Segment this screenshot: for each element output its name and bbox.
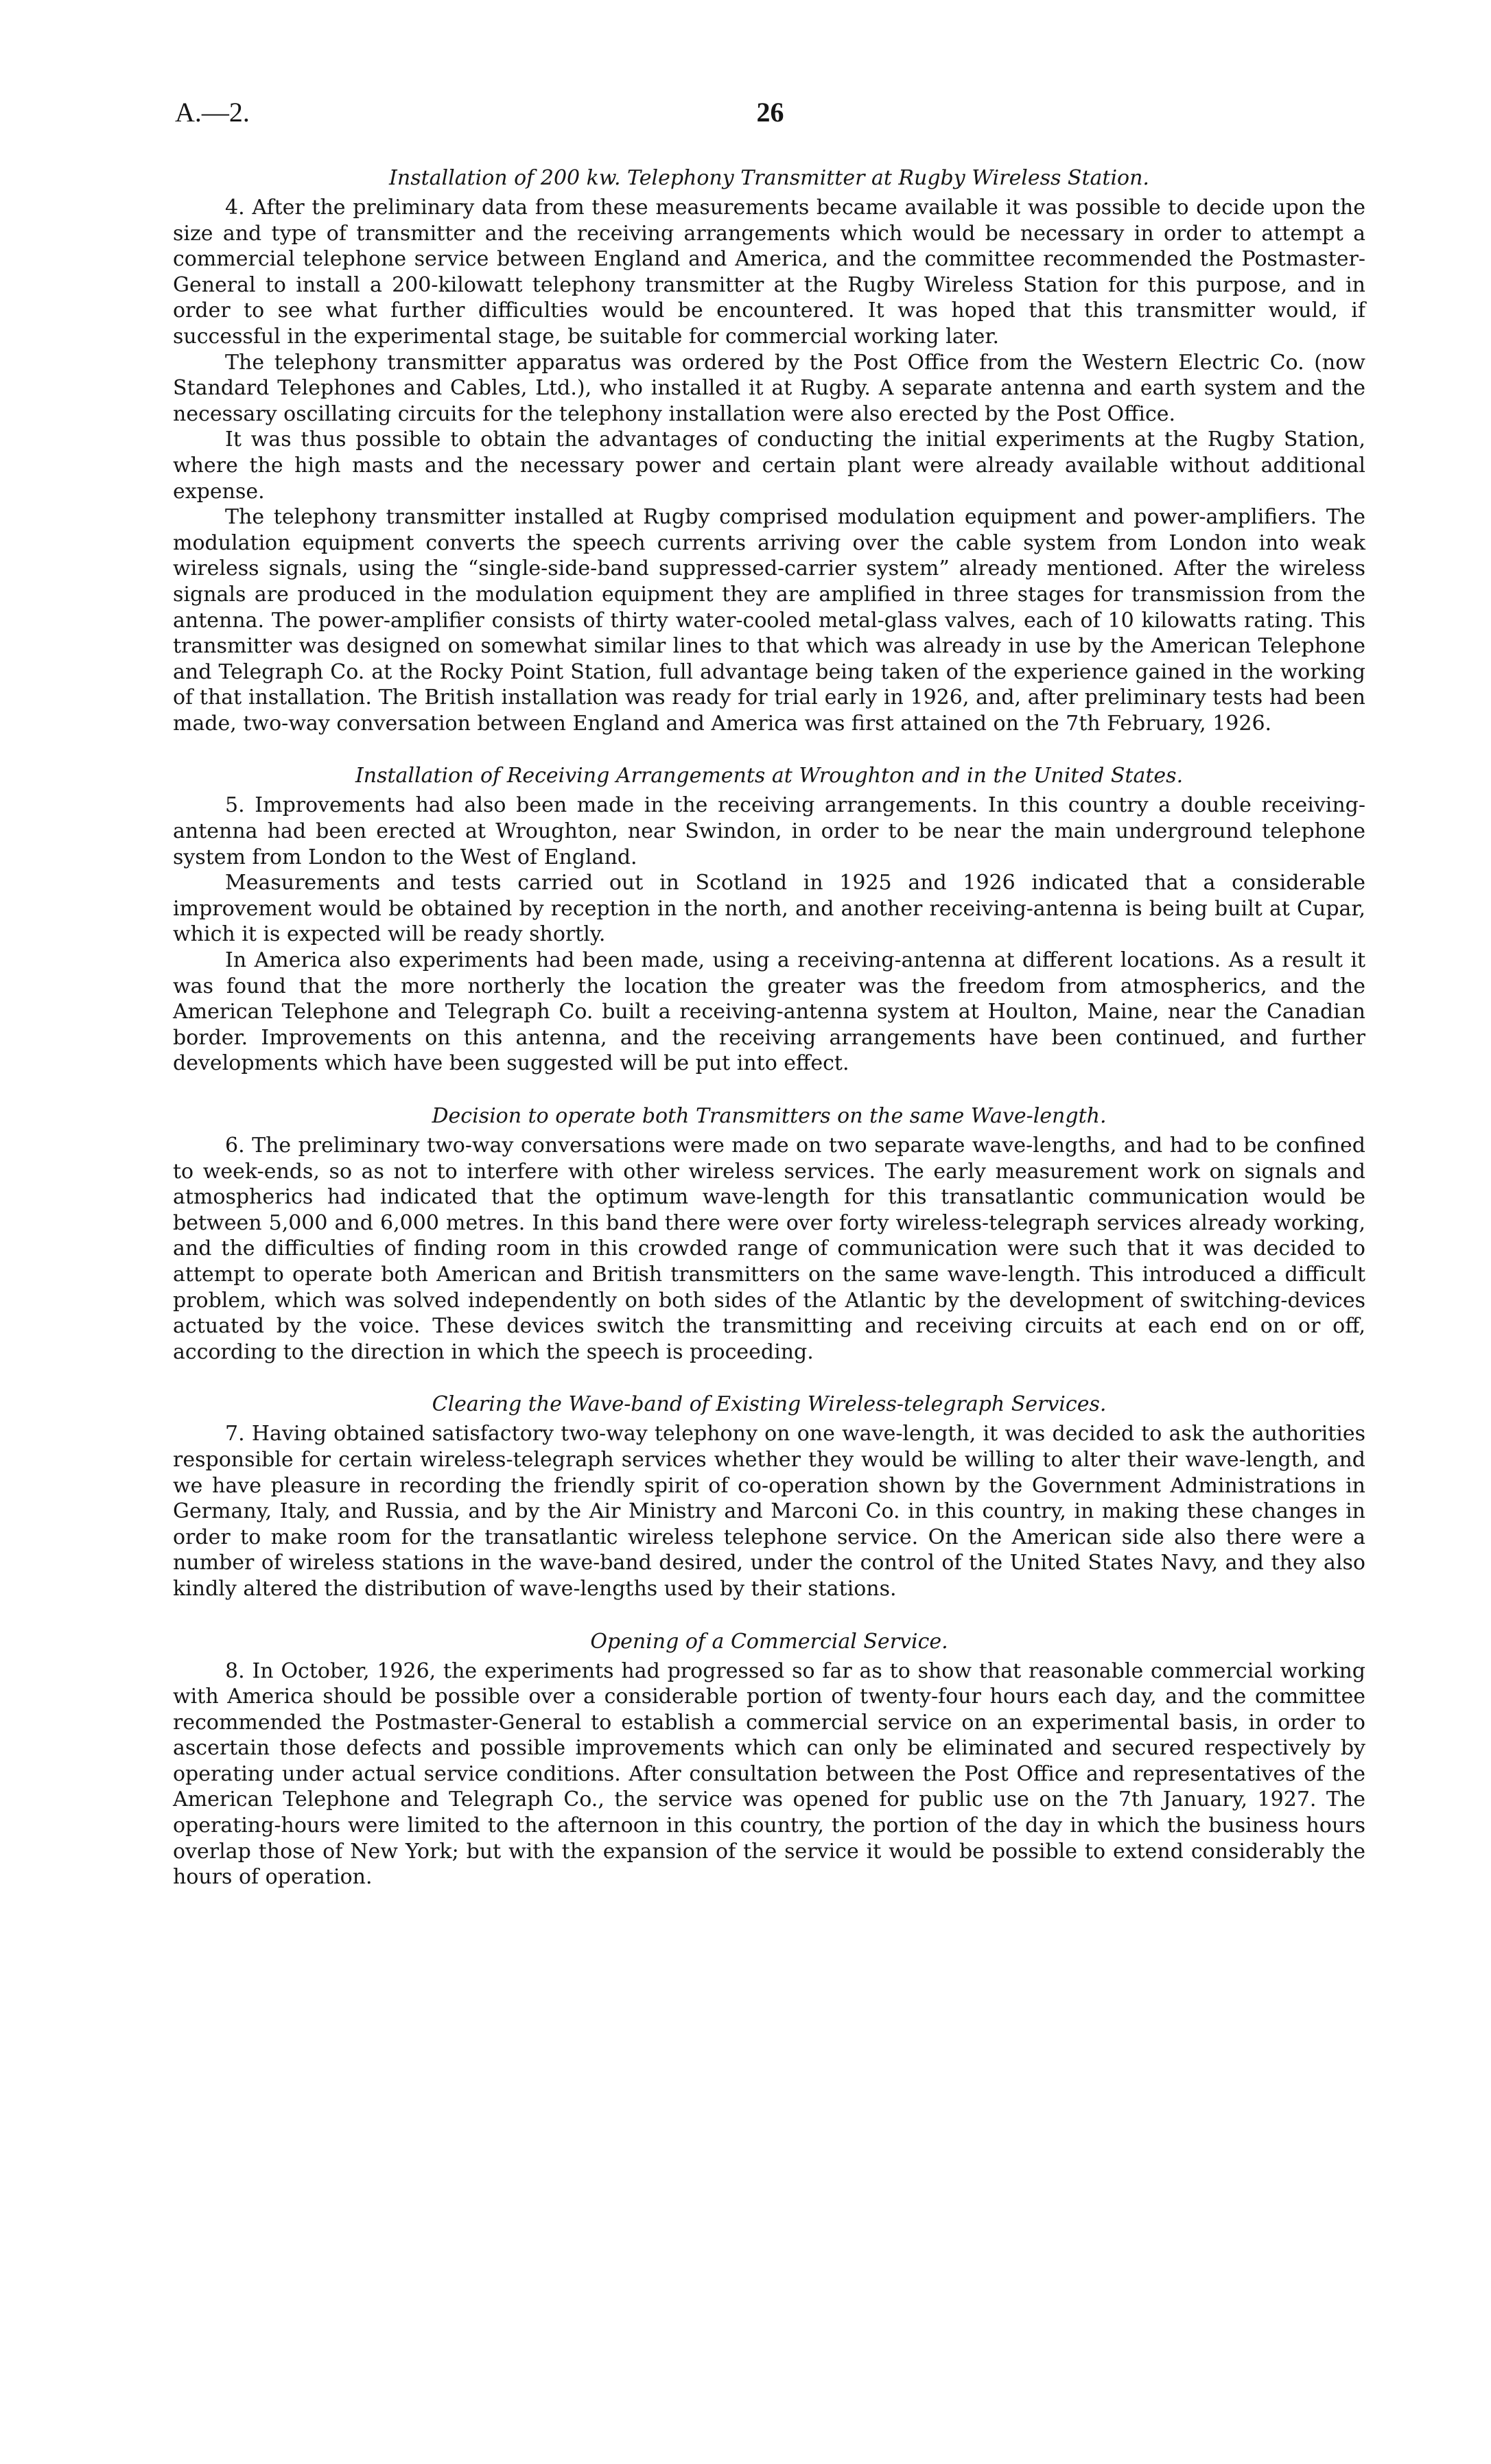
paragraph: 8. In October, 1926, the experiments had progressed so far as to show that reasonable commercial working with America should be possible over a considerable portion of twenty-four hours each day, and the committee recommended the Postmaster-General to establish a commercial service on an experimental basis, in order to ascertain those defects and possible improvements which can only be eliminated and secured respectively by operating under actual service conditions. After consultation between the Post Office and representatives of the American Telephone and Telegraph Co., the service was opened for public use on the 7th January, 1927. The operating-hours were limited to the afternoon in this country, the portion of the day in which the business hours overlap those of New York; but with the expansion of the service it would be possible to extend considerably the hours of operation. [173,1658,1365,1890]
paragraph: Measurements and tests carried out in Scotland in 1925 and 1926 indicated that a considerable improvement would be obtained by reception in the north, and another receiving-antenna is being built at Cupar, which it is expected will be ready shortly. [173,871,1365,947]
section-rugby-transmitter [173,165,1365,736]
page-header [175,96,1365,137]
section-heading: Installation of 200 kw. Telephony Transmitter at Rugby Wireless Station. [389,166,1149,190]
paragraph: The telephony transmitter installed at Rugby comprised modulation equipment and power-amplifiers. The modulation equipment converts the speech currents arriving over the cable system from London into weak wireless signals, using the “single-side-band suppressed-carrier system” already mentioned. After the wireless signals are produced in the modulation equipment they are amplified in three stages for transmission from the antenna. The power-amplifier consists of thirty water-cooled metal-glass valves, each of 10 kilowatts rating. This transmitter was designed on somewhat similar lines to that which was already in use by the American Telephone and Telegraph Co. at the Rocky Point Station, full advantage being taken of the experience gained in the working of that installation. The British installation was ready for trial early in 1926, and, after preliminary tests had been made, two-way conversation between England and America was first attained on the 7th February, 1926. [173,505,1365,736]
page-number: 26 [756,97,784,128]
paragraph: In America also experiments had been made, using a receiving-antenna at different locations. As a result it was found that the more northerly the location the greater was the freedom from atmospherics, and the American Telephone and Telegraph Co. built a receiving-antenna system at Houlton, Maine, near the Canadian border. Improvements on this antenna, and the receiving arrangements have been continued, and further developments which have been suggested will be put into effect. [173,948,1365,1076]
paragraph: 7. Having obtained satisfactory two-way telephony on one wave-length, it was decided to ask the authorities responsible for certain wireless-telegraph services whether they would be willing to alter their wave-length, and we have pleasure in recording the friendly spirit of co-operation shown by the Government Administrations in Germany, Italy, and Russia, and by the Air Ministry and Marconi Co. in this country, in making these changes in order to make room for the transatlantic wireless telephone service. On the American side also there were a number of wireless stations in the wave-band desired, under the control of the United States Navy, and they also kindly altered the distribution of wave-lengths used by their stations. [173,1422,1365,1601]
section-heading: Opening of a Commercial Service. [590,1629,948,1654]
paragraph: The telephony transmitter apparatus was ordered by the Post Office from the Western Electric Co. (now Standard Telephones and Cables, Ltd.), who installed it at Rugby. A separate antenna and earth system and the necessary oscillating circuits for the telephony installation were also erected by the Post Office. [173,350,1365,426]
paragraph: 6. The preliminary two-way conversations were made on two separate wave-lengths, and had to be confined to week-ends, so as not to interfere with other wireless services. The early measurement work on signals and atmospherics had indicated that the optimum wave-length for this transatlantic communication would be between 5,000 and 6,000 metres. In this band there were over forty wireless-telegraph services already working, and the difficulties of finding room in this crowded range of communication were such that it was decided to attempt to operate both American and British transmitters on the same wave-length. This introduced a difficult problem, which was solved independently on both sides of the Atlantic by the development of switching-devices actuated by the voice. These devices switch the transmitting and receiving circuits at each end on or off, according to the direction in which the speech is proceeding. [173,1134,1365,1364]
paragraph: It was thus possible to obtain the advantages of conducting the initial experiments at the Rugby Station, where the high masts and the necessary power and certain plant were already available without additional expense. [173,427,1365,504]
paragraph: 5. Improvements had also been made in the receiving arrangements. In this country a double receiving-antenna had been erected at Wroughton, near Swindon, in order to be near the main underground telephone system from London to the West of England. [173,793,1365,869]
section-heading: Decision to operate both Transmitters on the same Wave-length. [432,1104,1107,1128]
section-same-wavelength [173,1103,1365,1365]
paragraph: 4. After the preliminary data from these measurements became available it was possible to decide upon the size and type of transmitter and the receiving arrangements which would be necessary in order to attempt a commercial telephone service between England and America, and the committee recommended the Postmaster-General to install a 200-kilowatt telephony transmitter at the Rugby Wireless Station for this purpose, and in order to see what further difficulties would be encountered. It was hoped that this transmitter would, if successful in the experimental stage, be suitable for commercial working later. [173,196,1365,349]
section-receiving-arrangements [173,762,1365,1077]
section-heading: Clearing the Wave-band of Existing Wireless-telegraph Services. [432,1392,1107,1417]
section-clearing-waveband [173,1391,1365,1601]
section-heading: Installation of Receiving Arrangements at Wroughton and in the United States. [355,764,1184,788]
document-reference: A.—2. [175,97,250,128]
section-commercial-service [173,1628,1365,1890]
body-text [173,165,1365,1890]
